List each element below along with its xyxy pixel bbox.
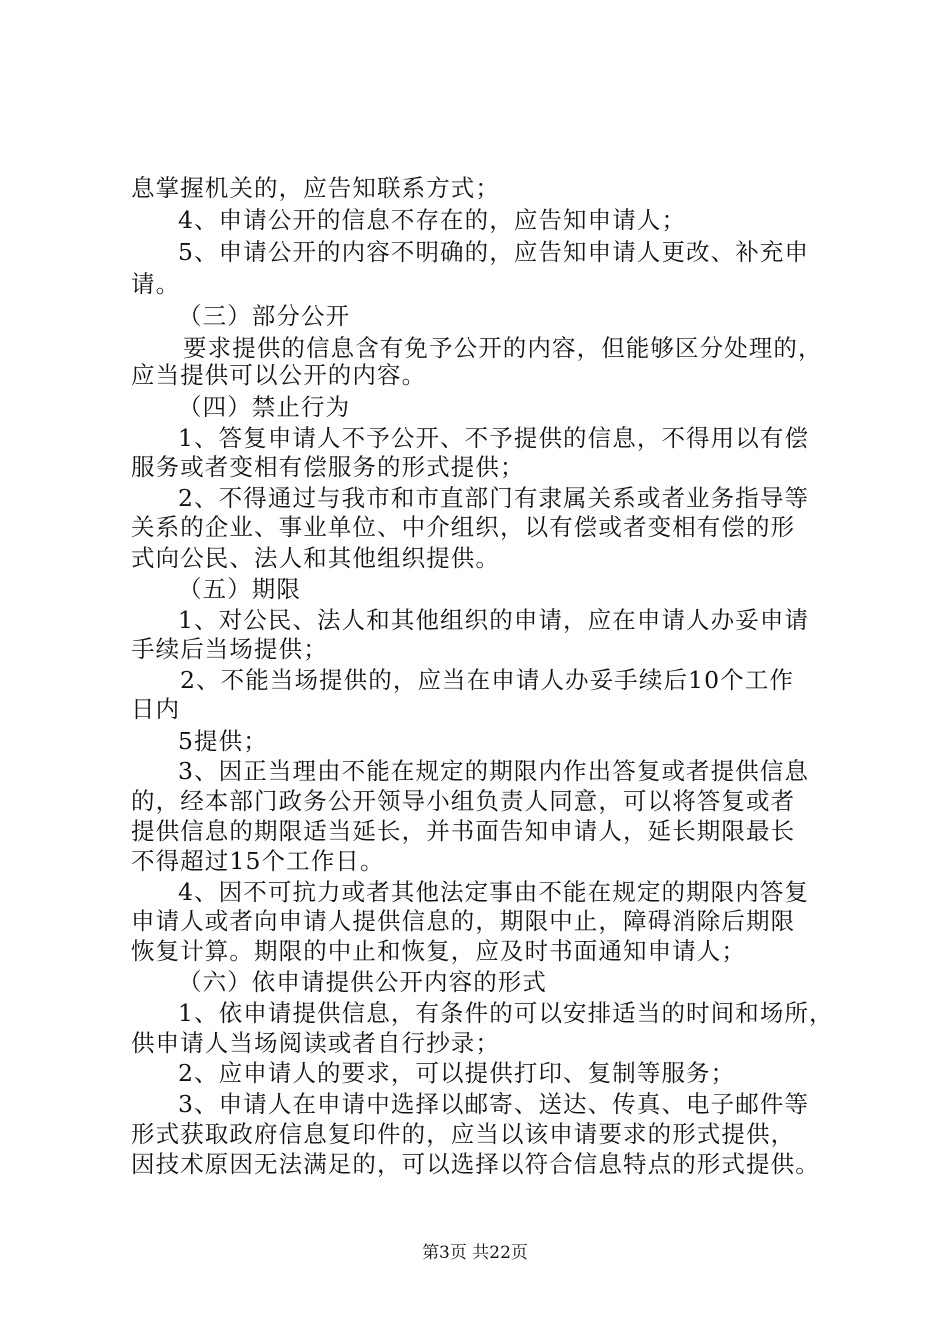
text-line: 形式获取政府信息复印件的，应当以该申请要求的形式提供， bbox=[131, 1120, 796, 1148]
text-line: 式向公民、法人和其他组织提供。 bbox=[131, 544, 500, 572]
text-line: 5、申请公开的内容不明确的，应告知申请人更改、补充申 bbox=[178, 238, 810, 266]
text-line: 不得超过15个工作日。 bbox=[131, 847, 385, 875]
section-heading: （四）禁止行为 bbox=[178, 393, 351, 421]
text-line: 因技术原因无法满足的，可以选择以符合信息特点的形式提供。 bbox=[131, 1150, 820, 1178]
text-line: 申请人或者向申请人提供信息的，期限中止，障碍消除后期限 bbox=[131, 907, 796, 935]
text-line: 2、不能当场提供的，应当在申请人办妥手续后10个工作 bbox=[180, 666, 794, 694]
text-line: 请。 bbox=[131, 270, 181, 298]
text-line: 3、因正当理由不能在规定的期限内作出答复或者提供信息 bbox=[178, 757, 810, 785]
text-line: 手续后当场提供； bbox=[131, 635, 328, 663]
text-line: 供申请人当场阅读或者自行抄录； bbox=[131, 1029, 500, 1057]
text-line: 2、应申请人的要求，可以提供打印、复制等服务； bbox=[178, 1059, 736, 1087]
text-line: 1、答复申请人不予公开、不予提供的信息，不得用以有偿 bbox=[178, 424, 810, 452]
text-line: 息掌握机关的，应告知联系方式； bbox=[131, 174, 500, 202]
text-line: 1、对公民、法人和其他组织的申请，应在申请人办妥申请 bbox=[178, 606, 810, 634]
text-line: 服务或者变相有偿服务的形式提供； bbox=[131, 453, 525, 481]
text-line: 关系的企业、事业单位、中介组织，以有偿或者变相有偿的形 bbox=[131, 513, 796, 541]
text-line: 3、申请人在申请中选择以邮寄、送达、传真、电子邮件等 bbox=[178, 1090, 810, 1118]
section-heading: （六）依申请提供公开内容的形式 bbox=[178, 968, 547, 996]
text-line: 恢复计算。期限的中止和恢复，应及时书面通知申请人； bbox=[131, 937, 746, 965]
text-line: 5提供； bbox=[178, 727, 268, 755]
text-line: 提供信息的期限适当延长，并书面告知申请人，延长期限最长 bbox=[131, 817, 796, 845]
text-line: 1、依申请提供信息，有条件的可以安排适当的时间和场所， bbox=[178, 999, 834, 1027]
section-heading: （三）部分公开 bbox=[178, 302, 351, 330]
text-line: 2、不得通过与我市和市直部门有隶属关系或者业务指导等 bbox=[178, 484, 810, 512]
page-footer: 第3页 共22页 bbox=[422, 1243, 528, 1263]
text-line: 要求提供的信息含有免予公开的内容，但能够区分处理的， bbox=[183, 334, 823, 362]
section-heading: （五）期限 bbox=[178, 575, 301, 603]
text-line: 应当提供可以公开的内容。 bbox=[131, 361, 427, 389]
text-line: 日内 bbox=[131, 695, 181, 723]
text-line: 4、申请公开的信息不存在的，应告知申请人； bbox=[178, 206, 687, 234]
text-line: 的，经本部门政务公开领导小组负责人同意，可以将答复或者 bbox=[131, 787, 796, 815]
text-line: 4、因不可抗力或者其他法定事由不能在规定的期限内答复 bbox=[178, 878, 810, 906]
